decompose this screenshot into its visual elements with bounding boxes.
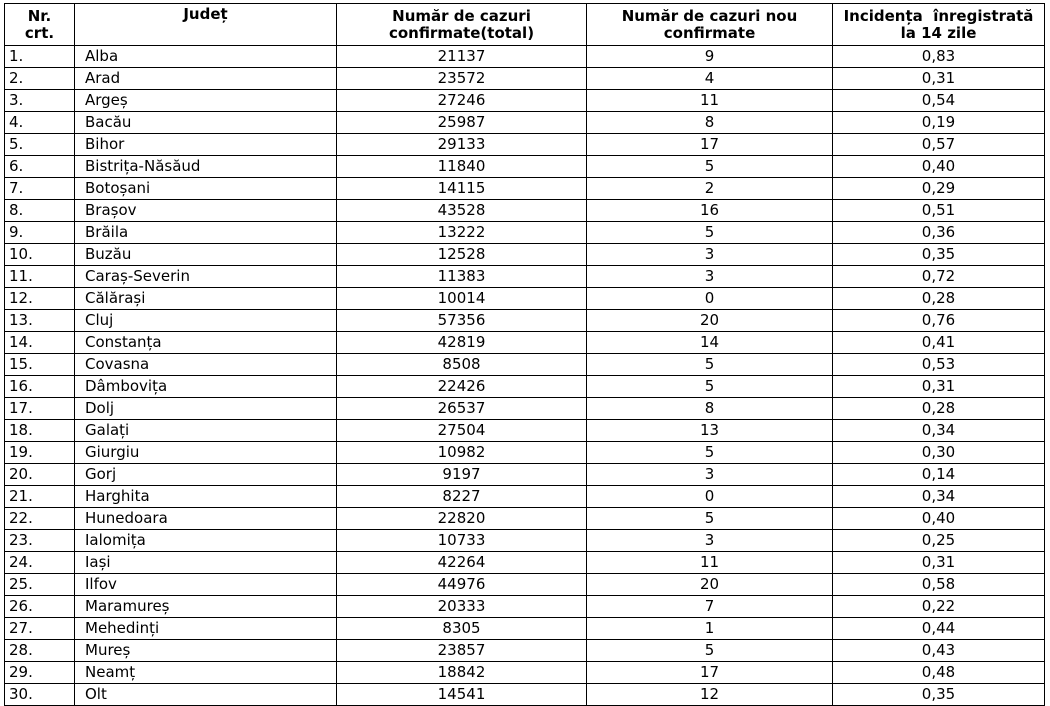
new-confirmed-cases: 3 [587, 266, 833, 288]
total-confirmed-cases: 44976 [337, 574, 587, 596]
incidence-14-days: 0,44 [833, 618, 1045, 640]
county-name: Constanța [75, 332, 337, 354]
total-confirmed-cases: 8227 [337, 486, 587, 508]
county-name: Dolj [75, 398, 337, 420]
new-confirmed-cases: 11 [587, 552, 833, 574]
county-name: Cluj [75, 310, 337, 332]
row-number: 14. [5, 332, 75, 354]
total-confirmed-cases: 43528 [337, 200, 587, 222]
row-number: 9. [5, 222, 75, 244]
total-confirmed-cases: 57356 [337, 310, 587, 332]
row-number: 10. [5, 244, 75, 266]
county-name: Gorj [75, 464, 337, 486]
document-page [4, 3, 1044, 706]
county-name: Ialomița [75, 530, 337, 552]
total-confirmed-cases: 42264 [337, 552, 587, 574]
total-confirmed-cases: 8508 [337, 354, 587, 376]
incidence-14-days: 0,40 [833, 156, 1045, 178]
table-row [5, 464, 1045, 486]
incidence-14-days: 0,58 [833, 574, 1045, 596]
county-name: Harghita [75, 486, 337, 508]
incidence-14-days: 0,36 [833, 222, 1045, 244]
total-confirmed-cases: 27246 [337, 90, 587, 112]
row-number: 25. [5, 574, 75, 596]
incidence-14-days: 0,53 [833, 354, 1045, 376]
new-confirmed-cases: 17 [587, 662, 833, 684]
incidence-14-days: 0,40 [833, 508, 1045, 530]
row-number: 23. [5, 530, 75, 552]
total-confirmed-cases: 14115 [337, 178, 587, 200]
table-row [5, 596, 1045, 618]
new-confirmed-cases: 16 [587, 200, 833, 222]
county-name: Caraș-Severin [75, 266, 337, 288]
row-number: 5. [5, 134, 75, 156]
row-number: 21. [5, 486, 75, 508]
table-row [5, 618, 1045, 640]
total-confirmed-cases: 25987 [337, 112, 587, 134]
county-name: Hunedoara [75, 508, 337, 530]
new-confirmed-cases: 0 [587, 288, 833, 310]
header-judet: Județ [75, 4, 337, 46]
total-confirmed-cases: 20333 [337, 596, 587, 618]
new-confirmed-cases: 4 [587, 68, 833, 90]
row-number: 24. [5, 552, 75, 574]
row-number: 18. [5, 420, 75, 442]
new-confirmed-cases: 12 [587, 684, 833, 706]
row-number: 12. [5, 288, 75, 310]
total-confirmed-cases: 42819 [337, 332, 587, 354]
header-new-cases: Număr de cazuri nou confirmate [587, 4, 833, 46]
county-name: Buzău [75, 244, 337, 266]
county-name: Bihor [75, 134, 337, 156]
total-confirmed-cases: 13222 [337, 222, 587, 244]
county-name: Călărași [75, 288, 337, 310]
header-incidence-14-days: Incidența înregistrată la 14 zile [833, 4, 1045, 46]
table-row [5, 156, 1045, 178]
incidence-14-days: 0,25 [833, 530, 1045, 552]
incidence-14-days: 0,22 [833, 596, 1045, 618]
total-confirmed-cases: 14541 [337, 684, 587, 706]
table-row [5, 112, 1045, 134]
total-confirmed-cases: 27504 [337, 420, 587, 442]
county-name: Maramureș [75, 596, 337, 618]
row-number: 19. [5, 442, 75, 464]
table-row [5, 200, 1045, 222]
row-number: 11. [5, 266, 75, 288]
incidence-14-days: 0,28 [833, 398, 1045, 420]
incidence-14-days: 0,19 [833, 112, 1045, 134]
row-number: 28. [5, 640, 75, 662]
table-row [5, 552, 1045, 574]
incidence-14-days: 0,31 [833, 68, 1045, 90]
county-name: Mehedinți [75, 618, 337, 640]
total-confirmed-cases: 22820 [337, 508, 587, 530]
row-number: 13. [5, 310, 75, 332]
county-name: Giurgiu [75, 442, 337, 464]
table-row [5, 420, 1045, 442]
new-confirmed-cases: 5 [587, 508, 833, 530]
table-row [5, 178, 1045, 200]
incidence-14-days: 0,83 [833, 46, 1045, 68]
new-confirmed-cases: 17 [587, 134, 833, 156]
incidence-14-days: 0,29 [833, 178, 1045, 200]
total-confirmed-cases: 18842 [337, 662, 587, 684]
table-row [5, 442, 1045, 464]
new-confirmed-cases: 2 [587, 178, 833, 200]
new-confirmed-cases: 11 [587, 90, 833, 112]
county-name: Mureș [75, 640, 337, 662]
county-name: Iași [75, 552, 337, 574]
table-row [5, 376, 1045, 398]
incidence-14-days: 0,28 [833, 288, 1045, 310]
table-row [5, 398, 1045, 420]
row-number: 6. [5, 156, 75, 178]
total-confirmed-cases: 11840 [337, 156, 587, 178]
total-confirmed-cases: 9197 [337, 464, 587, 486]
table-row [5, 90, 1045, 112]
table-row [5, 68, 1045, 90]
incidence-14-days: 0,54 [833, 90, 1045, 112]
county-name: Alba [75, 46, 337, 68]
table-row [5, 310, 1045, 332]
incidence-14-days: 0,51 [833, 200, 1045, 222]
row-number: 29. [5, 662, 75, 684]
table-row [5, 46, 1045, 68]
row-number: 30. [5, 684, 75, 706]
table-body [5, 46, 1045, 706]
incidence-14-days: 0,35 [833, 244, 1045, 266]
header-total-cases: Număr de cazuri confirmate(total) [337, 4, 587, 46]
table-row [5, 222, 1045, 244]
incidence-14-days: 0,31 [833, 376, 1045, 398]
row-number: 22. [5, 508, 75, 530]
new-confirmed-cases: 5 [587, 222, 833, 244]
row-number: 1. [5, 46, 75, 68]
new-confirmed-cases: 5 [587, 156, 833, 178]
total-confirmed-cases: 11383 [337, 266, 587, 288]
incidence-14-days: 0,30 [833, 442, 1045, 464]
county-name: Brăila [75, 222, 337, 244]
new-confirmed-cases: 3 [587, 244, 833, 266]
total-confirmed-cases: 26537 [337, 398, 587, 420]
new-confirmed-cases: 5 [587, 442, 833, 464]
county-name: Neamț [75, 662, 337, 684]
county-name: Argeș [75, 90, 337, 112]
county-name: Galați [75, 420, 337, 442]
incidence-14-days: 0,72 [833, 266, 1045, 288]
table-row [5, 354, 1045, 376]
new-confirmed-cases: 1 [587, 618, 833, 640]
table-row [5, 266, 1045, 288]
total-confirmed-cases: 10014 [337, 288, 587, 310]
row-number: 17. [5, 398, 75, 420]
table-row [5, 244, 1045, 266]
new-confirmed-cases: 5 [587, 376, 833, 398]
new-confirmed-cases: 8 [587, 112, 833, 134]
incidence-14-days: 0,14 [833, 464, 1045, 486]
incidence-14-days: 0,34 [833, 420, 1045, 442]
new-confirmed-cases: 20 [587, 310, 833, 332]
county-name: Olt [75, 684, 337, 706]
row-number: 4. [5, 112, 75, 134]
new-confirmed-cases: 0 [587, 486, 833, 508]
total-confirmed-cases: 29133 [337, 134, 587, 156]
new-confirmed-cases: 5 [587, 640, 833, 662]
incidence-14-days: 0,35 [833, 684, 1045, 706]
header-nr-crt: Nr. crt. [5, 4, 75, 46]
table-row [5, 508, 1045, 530]
row-number: 16. [5, 376, 75, 398]
new-confirmed-cases: 8 [587, 398, 833, 420]
row-number: 3. [5, 90, 75, 112]
table-row [5, 662, 1045, 684]
incidence-14-days: 0,76 [833, 310, 1045, 332]
incidence-14-days: 0,31 [833, 552, 1045, 574]
table-header [5, 4, 1045, 46]
covid-cases-table [4, 3, 1045, 706]
county-name: Brașov [75, 200, 337, 222]
county-name: Ilfov [75, 574, 337, 596]
new-confirmed-cases: 14 [587, 332, 833, 354]
total-confirmed-cases: 10982 [337, 442, 587, 464]
table-row [5, 332, 1045, 354]
new-confirmed-cases: 20 [587, 574, 833, 596]
header-row [5, 4, 1045, 46]
new-confirmed-cases: 3 [587, 530, 833, 552]
incidence-14-days: 0,57 [833, 134, 1045, 156]
new-confirmed-cases: 13 [587, 420, 833, 442]
table-row [5, 640, 1045, 662]
row-number: 27. [5, 618, 75, 640]
row-number: 8. [5, 200, 75, 222]
row-number: 15. [5, 354, 75, 376]
county-name: Dâmbovița [75, 376, 337, 398]
incidence-14-days: 0,48 [833, 662, 1045, 684]
total-confirmed-cases: 8305 [337, 618, 587, 640]
table-row [5, 134, 1045, 156]
table-row [5, 530, 1045, 552]
table-row [5, 486, 1045, 508]
incidence-14-days: 0,34 [833, 486, 1045, 508]
table-row [5, 684, 1045, 706]
county-name: Botoșani [75, 178, 337, 200]
total-confirmed-cases: 22426 [337, 376, 587, 398]
total-confirmed-cases: 10733 [337, 530, 587, 552]
county-name: Bacău [75, 112, 337, 134]
row-number: 7. [5, 178, 75, 200]
row-number: 2. [5, 68, 75, 90]
total-confirmed-cases: 23857 [337, 640, 587, 662]
county-name: Arad [75, 68, 337, 90]
total-confirmed-cases: 23572 [337, 68, 587, 90]
row-number: 26. [5, 596, 75, 618]
total-confirmed-cases: 21137 [337, 46, 587, 68]
new-confirmed-cases: 5 [587, 354, 833, 376]
row-number: 20. [5, 464, 75, 486]
table-row [5, 288, 1045, 310]
new-confirmed-cases: 3 [587, 464, 833, 486]
incidence-14-days: 0,43 [833, 640, 1045, 662]
table-row [5, 574, 1045, 596]
incidence-14-days: 0,41 [833, 332, 1045, 354]
total-confirmed-cases: 12528 [337, 244, 587, 266]
county-name: Covasna [75, 354, 337, 376]
new-confirmed-cases: 9 [587, 46, 833, 68]
new-confirmed-cases: 7 [587, 596, 833, 618]
county-name: Bistrița-Năsăud [75, 156, 337, 178]
